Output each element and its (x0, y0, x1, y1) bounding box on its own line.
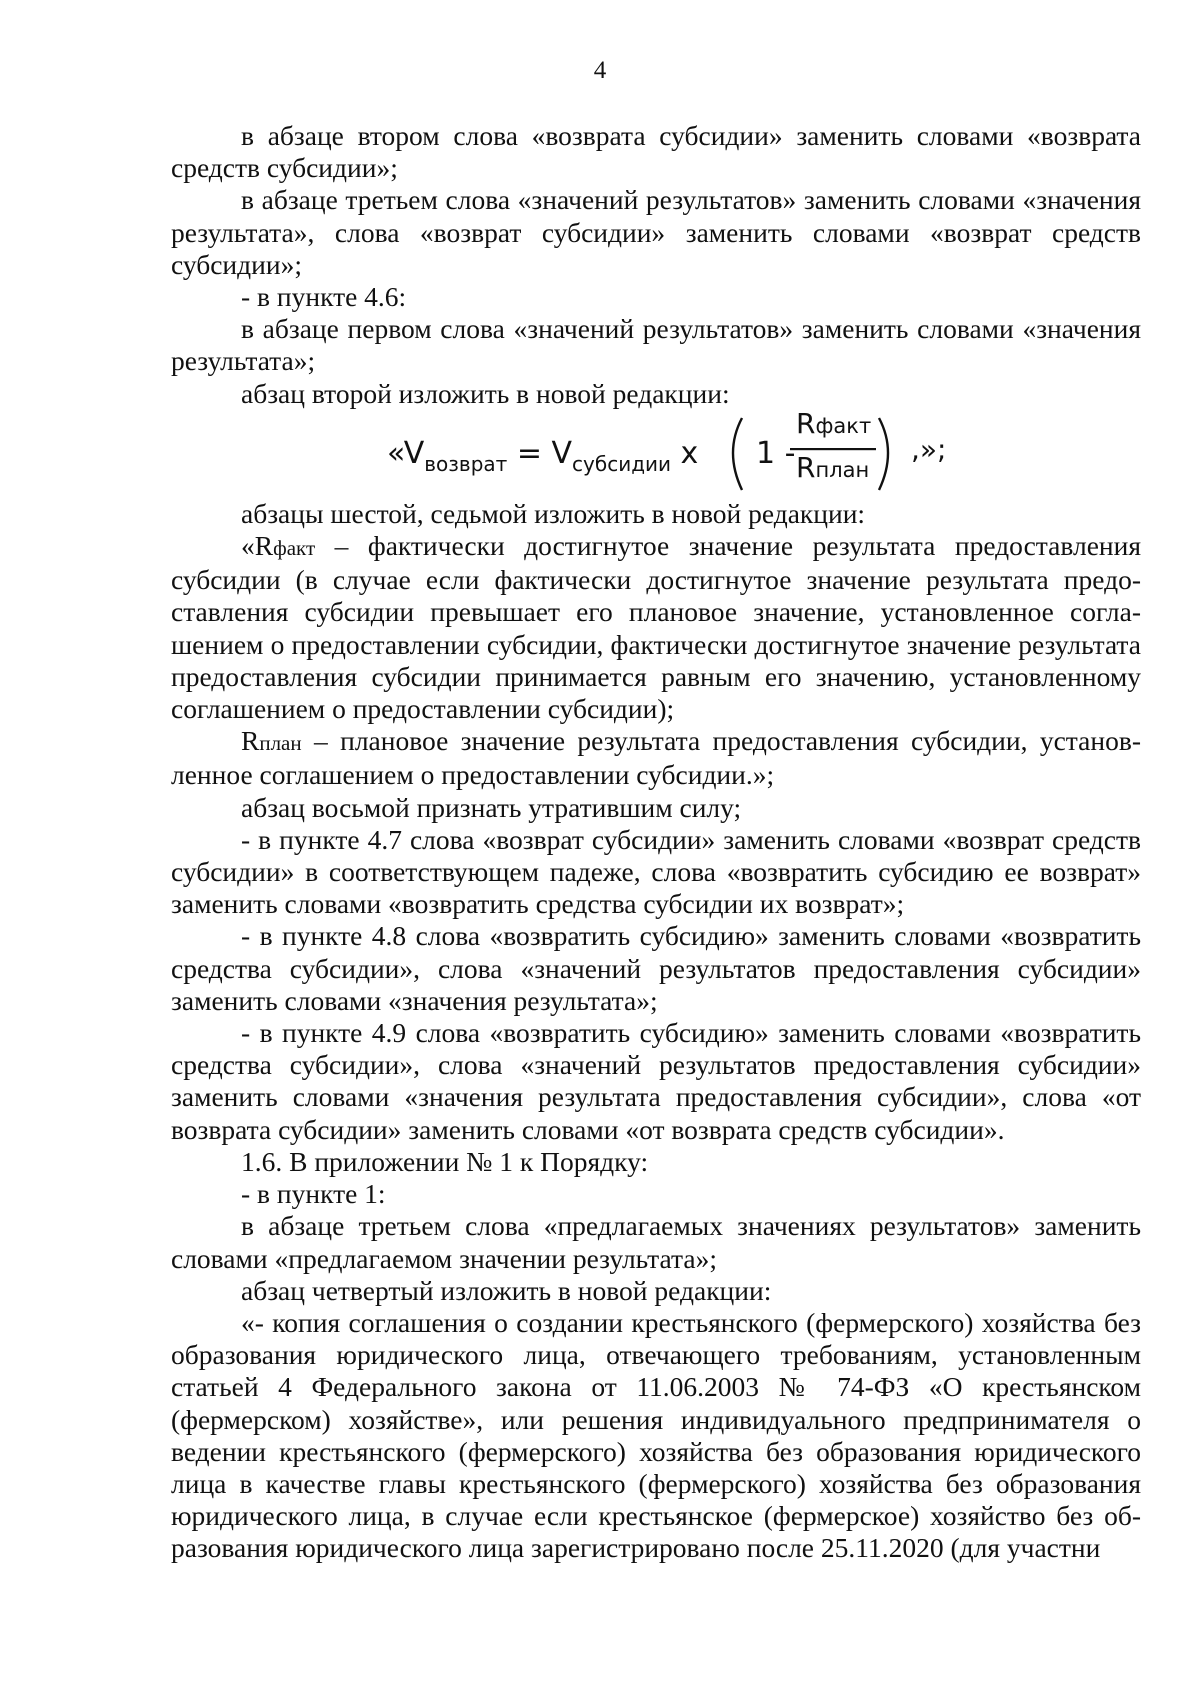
paragraph: - в пункте 4.6: (241, 281, 407, 313)
paragraph: в абзаце третьем слова «предлагаемых значениях результатов» заменить словами «предлагаемом значении результата»; (171, 1210, 1141, 1274)
paragraph: абзацы шестой, седьмой изложить в новой редакции: (241, 497, 866, 529)
paragraph: - в пункте 4.7 слова «возврат субсидии» заменить словами «возврат средств субсидии» в соответствующем падеже, слова «возвратить субсидию ее возврат» заменить словами «возвратить средства субсидии их возврат»; (171, 823, 1141, 920)
refund-formula (171, 406, 1141, 498)
formula-one-minus: 1 - (756, 435, 796, 471)
page-number: 4 (593, 57, 607, 84)
paragraph: в абзаце втором слова «возврата субсидии» заменить словами «возврата средств субсидии»; (171, 120, 1141, 184)
formula-sub-subsidii: субсидии (572, 451, 672, 476)
paragraph-r-plan-definition (171, 725, 1141, 791)
fraction-line (790, 448, 876, 450)
document-body (171, 120, 1141, 1565)
paragraph: - в пункте 4.8 слова «возвратить субсидию» заменить словами «возвратить средства субсидии», слова «значений результатов предоставления субсидии» заменить словами «значения результата»; (171, 920, 1141, 1016)
left-paren-glyph (733, 418, 742, 490)
formula-equals: = V (507, 435, 573, 471)
r-fakt-letter: R (796, 406, 816, 440)
r-fakt-symbol-sub: факт (273, 536, 316, 561)
formula-tail: ,»; (911, 432, 947, 466)
r-plan-letter: R (796, 450, 816, 484)
formula-times: x (671, 435, 699, 471)
fraction-denominator (796, 452, 869, 486)
r-fakt-symbol: «R (241, 530, 274, 562)
r-plan-definition-text: – плановое значение результата предоставления субсидии, установленное соглашением о предоставлении субсидии.»; (171, 725, 1141, 791)
right-paren-glyph (879, 418, 888, 490)
r-plan-symbol: R (241, 725, 260, 757)
r-plan-subscript: план (815, 457, 870, 482)
paragraph: в абзаце третьем слова «значений результатов» заменить словами «значения результата», слова «возврат субсидии» заменить словами «возврат средств субсидии»; (171, 184, 1141, 280)
paragraph: в абзаце первом слова «значений результатов» заменить словами «значения результата»; (171, 313, 1141, 377)
r-fakt-subscript: факт (815, 413, 872, 438)
paragraph: абзац второй изложить в новой редакции: (241, 377, 730, 409)
fraction-numerator (796, 408, 871, 442)
paragraph: 1.6. В приложении № 1 к Порядку: (241, 1145, 649, 1177)
paragraph: «- копия соглашения о создании крестьянского (фермерского) хозяйства без образования юридического лица, отвечающего требованиям, установленным статьей 4 Федерального закона от 11.06.2003 № 74-ФЗ «О крестьянском (фермерском) хозяйстве», или решения индивидуального предпринимателя о ведении крестьянского (фермерского) хозяйства без образования юридического лица в качестве главы крестьянского (фермерского) хозяйства без образования юридического лица, в случае если крестьянское (фермерское) хозяйство без образования юридического лица зарегистрировано после 25.11.2020 (для участни (171, 1306, 1141, 1564)
paragraph: абзац четвертый изложить в новой редакции: (241, 1274, 772, 1306)
paragraph-r-fakt-definition (171, 530, 1141, 725)
paragraph: - в пункте 4.9 слова «возвратить субсидию» заменить словами «возвратить средства субсидии», слова «значений результатов предоставления субсидии» заменить словами «значения результата предоставления субсидии», слова «от возврата субсидии» заменить словами «от возврата средств субсидии». (171, 1017, 1141, 1145)
r-plan-symbol-sub: план (259, 731, 302, 756)
paragraph: абзац восьмой признать утратившим силу; (241, 791, 742, 823)
formula-v-open: «V (387, 435, 425, 471)
r-fakt-definition-text: – фактически достигнутое значение результата предоставления субсидии (в случае если фактически достигнутое значение результата предоставления субсидии превышает его плановое значение, установленное соглашением о предоставлении субсидии, фактически достигнутое значение результата предоставления субсидии принимается равным его значению, установленному соглашением о предоставлении субсидии); (171, 530, 1141, 725)
paragraph: - в пункте 1: (241, 1178, 386, 1210)
formula-sub-vozvrat: возврат (424, 451, 508, 476)
formula-parentheses-svg (0, 412, 1200, 498)
